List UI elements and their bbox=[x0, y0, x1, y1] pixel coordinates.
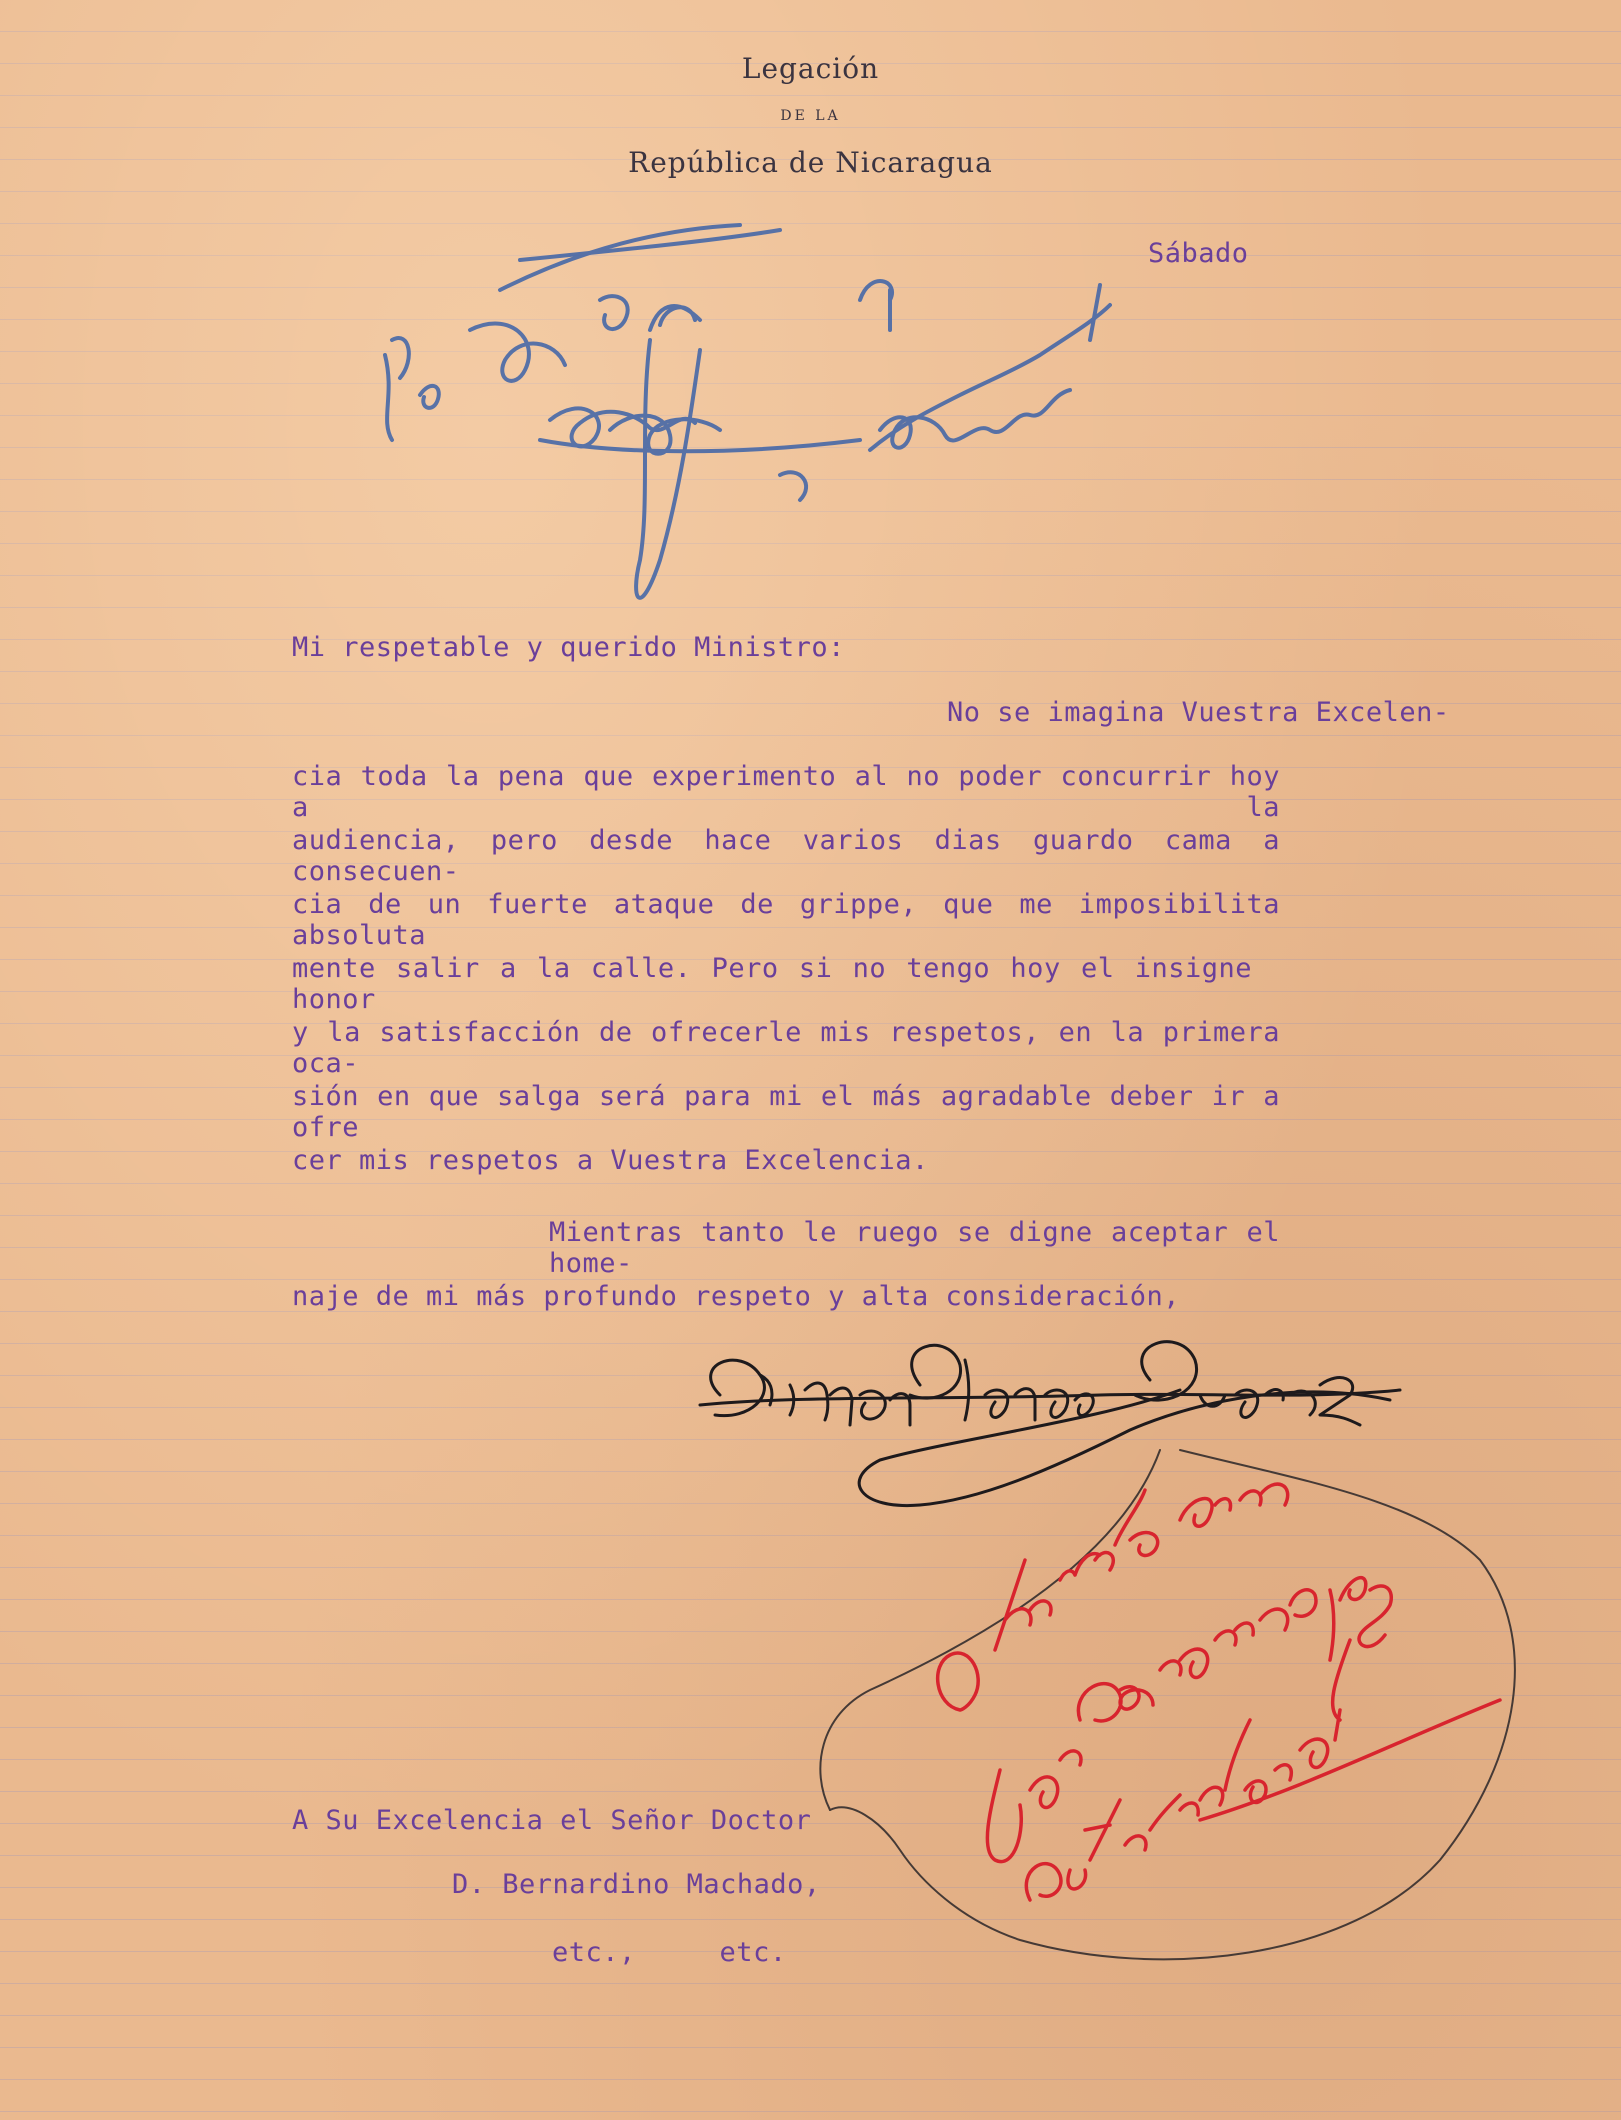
body-line-7: sión en que salga será para mi el más agradable deber ir a ofre bbox=[292, 1081, 1280, 1143]
letterhead-legacion: Legación bbox=[741, 52, 880, 85]
body-line-4: cia de un fuerte ataque de grippe, que me imposibilita absoluta bbox=[292, 889, 1280, 951]
addressee-line-2: D. Bernardino Machado, bbox=[452, 1869, 821, 1900]
date-text: Sábado bbox=[1148, 238, 1249, 269]
body-line-2: cia toda la pena que experimento al no poder concurrir hoy a la bbox=[292, 761, 1280, 823]
body-line-8: cer mis respetos a Vuestra Excelencia. bbox=[292, 1145, 929, 1176]
body-line-1: No se imagina Vuestra Excelen- bbox=[947, 697, 1450, 728]
body-line-5: mente salir a la calle. Pero si no tengo hoy el insigne honor bbox=[292, 953, 1252, 1015]
body-line-9: Mientras tanto le ruego se digne aceptar el home- bbox=[549, 1217, 1280, 1279]
letterhead-de-la: DE LA bbox=[780, 108, 841, 124]
body-line-10: naje de mi más profundo respeto y alta consideración, bbox=[292, 1281, 1181, 1312]
letterhead-republica: República de Nicaragua bbox=[628, 146, 993, 179]
salutation: Mi respetable y querido Ministro: bbox=[292, 632, 845, 663]
addressee-line-1: A Su Excelencia el Señor Doctor bbox=[292, 1805, 812, 1836]
body-line-6: y la satisfacción de ofrecerle mis respetos, en la primera oca- bbox=[292, 1017, 1280, 1079]
addressee-line-3: etc., etc. bbox=[552, 1937, 787, 1968]
body-line-3: audiencia, pero desde hace varios dias guardo cama a consecuen- bbox=[292, 825, 1280, 887]
